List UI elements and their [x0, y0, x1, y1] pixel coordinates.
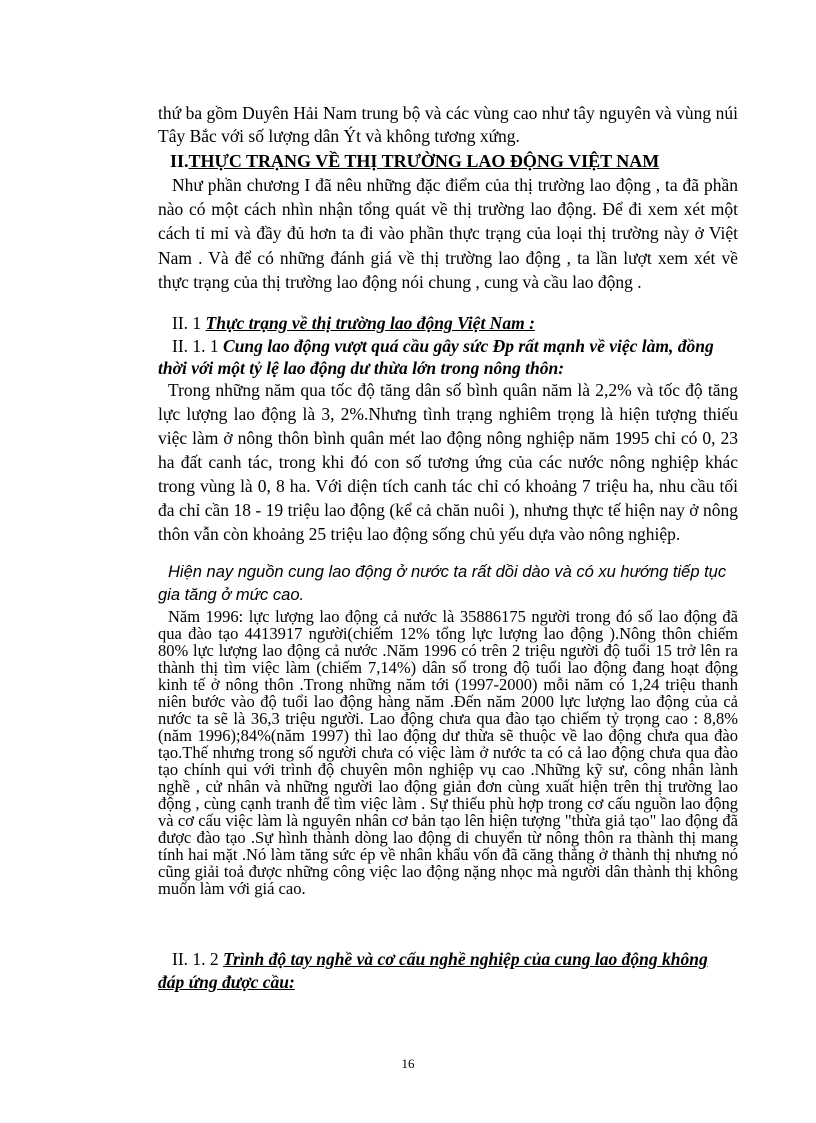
paragraph-growth: Trong những năm qua tốc độ tăng dân số bình quân năm là 2,2% và tốc độ tăng lực lượng lao động là 3, 2%.Nhưng tình trạng nghiêm trọng là hiện tượng thiếu việc làm ở nông thôn bình quân mét lao động nông nghiệp năm 1995 chỉ có 0, 23 ha đất canh tác, trong khi đó con số tương ứng của các nước nông nghiệp khác trong vùng là 0, 8 ha. Với diện tích canh tác chỉ có khoảng 7 triệu ha, nhu cầu tối đa chỉ cần 18 - 19 triệu lao động (kể cả chăn nuôi ), nhưng thực tế hiện nay ở nông thôn vẫn còn khoảng 25 triệu lao động sống chủ yếu dựa vào nông nghiệp. — [158, 380, 738, 544]
subsection-2-1-2-heading — [158, 948, 738, 994]
paragraph-italic: Hiện nay nguồn cung lao động ở nước ta rất dồi dào và có xu hướng tiếp tục gia tăng ở mức cao. — [158, 563, 727, 604]
section-heading-number: II. — [170, 151, 189, 171]
page-number: 16 — [401, 1056, 415, 1071]
subsection-2-1-1-heading — [158, 335, 738, 379]
subsection-2-1-number: II. 1 — [172, 313, 206, 333]
paragraph-overview: Như phần chương I đã nêu những đặc điểm của thị trường lao động , ta đã phần nào có một cách nhìn nhận tổng quát về thị trường lao động. Để đi xem xét một cách tỉ mỉ và đầy đủ hơn ta đi vào phần thực trạng của loại thị trường này ở Việt Nam . Và để có những đánh giá về thị trường lao động , ta lần lượt xem xét về thực trạng của thị trường lao động nói chung , cung và cầu lao động . — [158, 175, 738, 292]
section-heading — [170, 150, 750, 173]
subsection-2-1-heading — [172, 312, 752, 334]
section-heading-title: THỰC TRẠNG VỀ THỊ TRƯỜNG LAO ĐỘNG VIỆT NAM — [188, 151, 660, 171]
subsection-2-1-title: Thực trạng về thị trường lao động Việt Nam — [205, 313, 525, 333]
subsection-2-1-2-number: II. 1. 2 — [172, 949, 224, 969]
subsection-2-1-2-title: Trình độ tay nghề và cơ cấu nghề nghiệp của cung lao động không đáp ứng được cầu: — [158, 949, 708, 992]
paragraph-1996: Năm 1996: lực lượng lao động cả nước là 35886175 người trong đó số lao động đã qua đào tạo 4413917 người(chiếm 12% tổng lực lượng lao động ).Nông thôn chiếm 80% lực lượng lao động cả nước .Năm 1996 có trên 2 triệu người độ tuổi 15 trở lên ra thành thị tìm việc làm (chiếm 7,14%) dân số trong độ tuổi lao động đang hoạt động kinh tế ở nông thôn .Trong những năm tới (1997-2000) mỗi năm có 1,24 triệu thanh niên bước vào độ tuổi lao động hàng năm .Đến năm 2000 lực lượng lao động của cả nước ta sẽ là 36,3 triệu người. Lao động chưa qua đào tạo chiếm tỷ trọng cao : 8,8% (năm 1996);84%(năm 1997) thì lao động dư thừa sẽ thuộc về lao động chưa qua đào tạo.Thế nhưng trong số người chưa có việc làm ở nước ta có cả lao động chưa qua đào tạo chính qui với trình độ chuyên môn nghiệp vụ cao .Những kỹ sư, công nhân lành nghề , cử nhân và những người lao động giản đơn cùng xuất hiện trên thị trường lao động , cùng cạnh tranh để tìm việc làm . Sự thiếu phù hợp trong cơ cấu nguồn lao động và cơ cấu việc làm là nguyên nhân cơ bản tạo lên hiện tượng "thừa giả tạo" lao động đã được đào tạo .Sự hình thành dòng lao động di chuyển từ nông thôn ra thành thị mang tính hai mặt .Nó làm tăng sức ép về nhân khẩu vốn đã căng thẳng ở thành thị nhưng nó cũng giải toả được những công việc lao động nặng nhọc mà người dân thành thị không muốn làm với giá cao. — [158, 607, 738, 898]
paragraph-intro: thứ ba gồm Duyên Hải Nam trung bộ và các vùng cao như tây nguyên và vùng núi Tây Bắc với số lượng dân Ýt và không tương xứng. — [158, 103, 738, 146]
subsection-2-1-1-title: Cung lao động vượt quá cầu gây sức Ðp rất mạnh về việc làm, đồng thời với một tỷ lệ lao động dư thừa lớn trong nông thôn: — [158, 336, 714, 378]
subsection-2-1-1-number: II. 1. 1 — [172, 336, 224, 356]
subsection-2-1-suffix: : — [524, 313, 535, 333]
